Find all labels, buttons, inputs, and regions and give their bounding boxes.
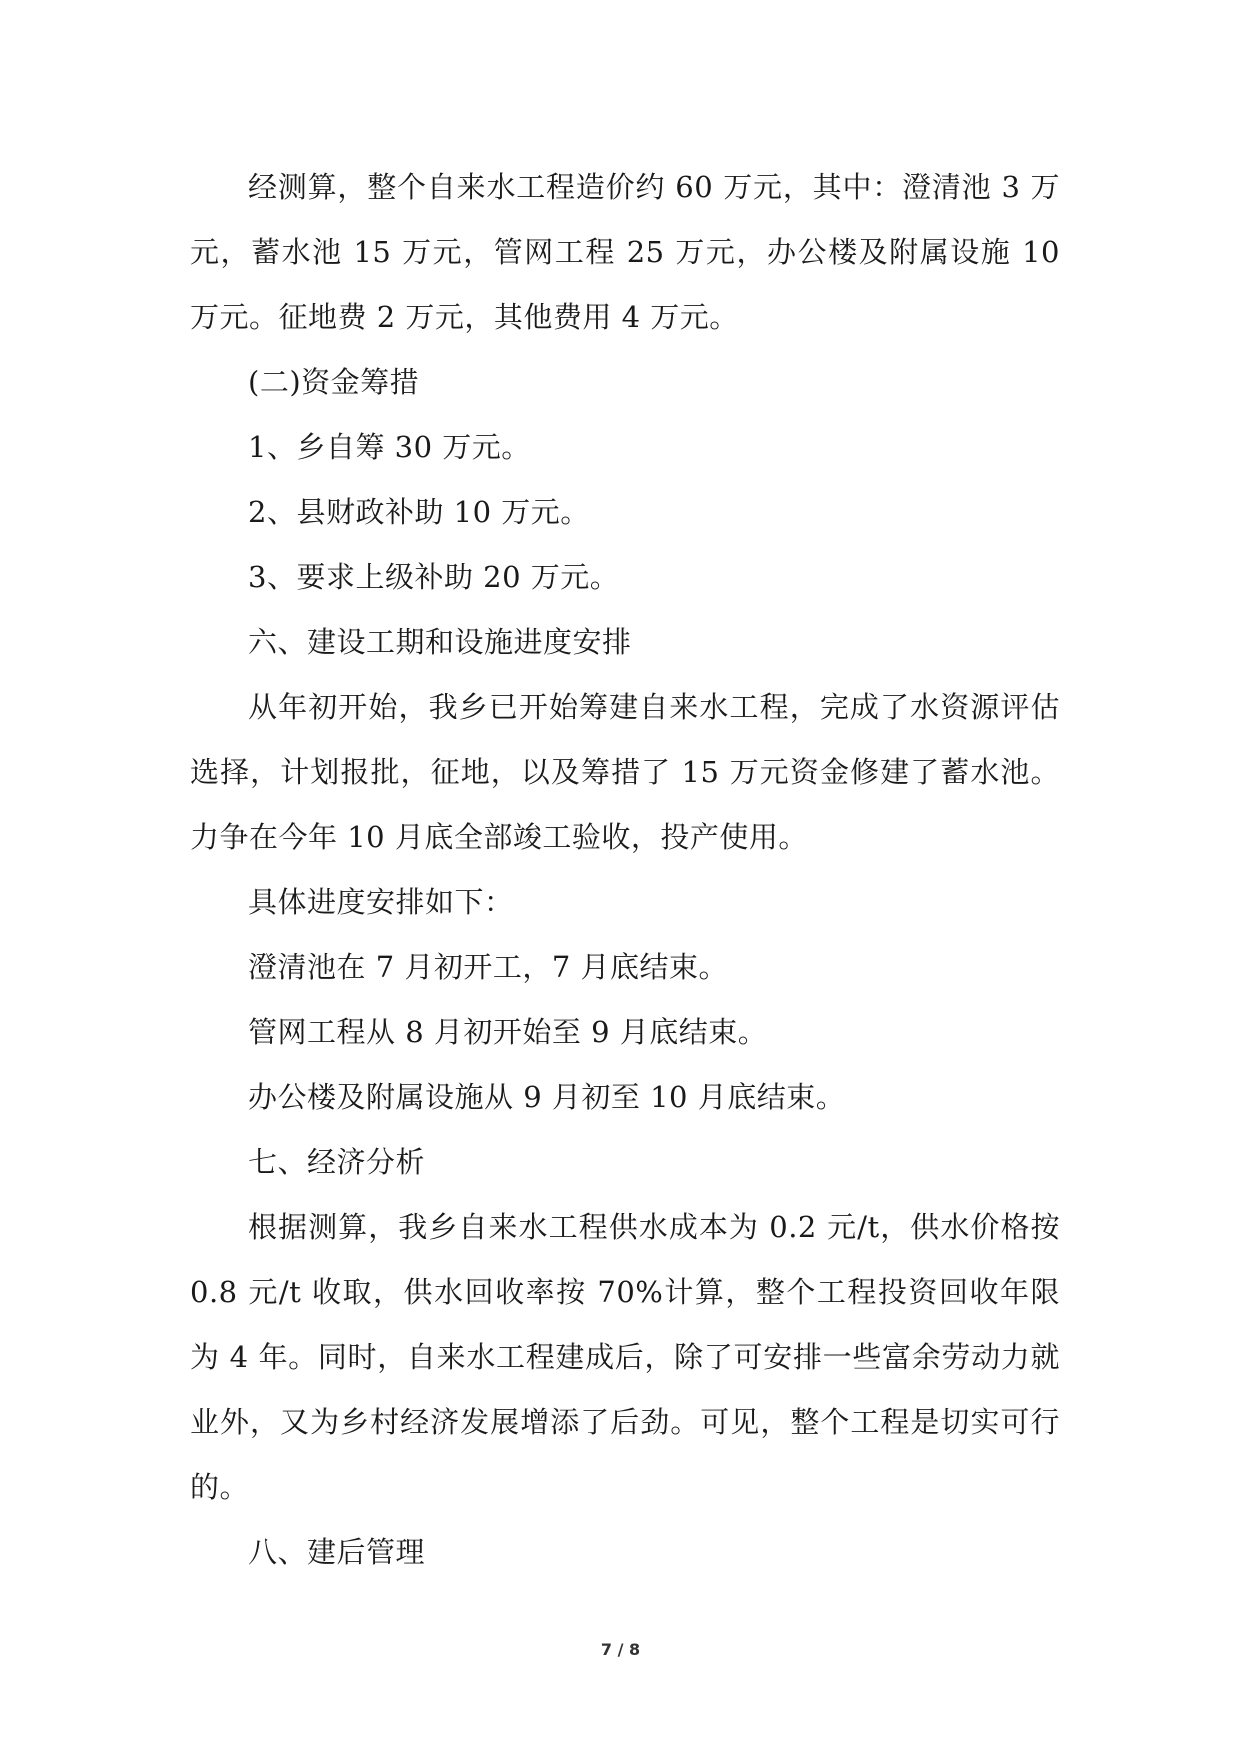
schedule-item-clarifier: 澄清池在 7 月初开工，7 月底结束。 [248,950,729,984]
heading-schedule: 六、建设工期和设施进度安排 [248,625,632,659]
paragraph-schedule-intro: 具体进度安排如下： [248,885,514,919]
heading-post-construction: 八、建后管理 [248,1535,426,1569]
schedule-item-office: 办公楼及附属设施从 9 月初至 10 月底结束。 [248,1080,846,1114]
list-item-funding-1: 1、乡自筹 30 万元。 [248,430,531,464]
schedule-item-pipeline: 管网工程从 8 月初开始至 9 月底结束。 [248,1015,768,1049]
list-item-funding-2: 2、县财政补助 10 万元。 [248,495,590,529]
page-number: 7 / 8 [600,1640,641,1659]
document-body [190,155,1060,1585]
paragraph-cost-estimate: 经测算，整个自来水工程造价约 60 万元，其中：澄清池 3 万元，蓄水池 15 万元，管网工程 25 万元，办公楼及附属设施 10 万元。征地费 2 万元，其他费用 4 万元。 [190,170,1060,334]
heading-funding: (二)资金筹措 [248,365,420,399]
paragraph-economic-analysis: 根据测算，我乡自来水工程供水成本为 0.2 元/t，供水价格按 0.8 元/t 收取，供水回收率按 70%计算，整个工程投资回收年限为 4 年。同时，自来水工程建成后，除了可安排一些富余劳动力就业外，又为乡村经济发展增添了后劲。可见，整个工程是切实可行的。 [190,1210,1060,1504]
heading-economic-analysis: 七、经济分析 [248,1145,426,1179]
paragraph-schedule-overview: 从年初开始，我乡已开始筹建自来水工程，完成了水资源评估选择，计划报批，征地，以及筹措了 15 万元资金修建了蓄水池。力争在今年 10 月底全部竣工验收，投产使用。 [190,690,1060,854]
list-item-funding-3: 3、要求上级补助 20 万元。 [248,560,620,594]
